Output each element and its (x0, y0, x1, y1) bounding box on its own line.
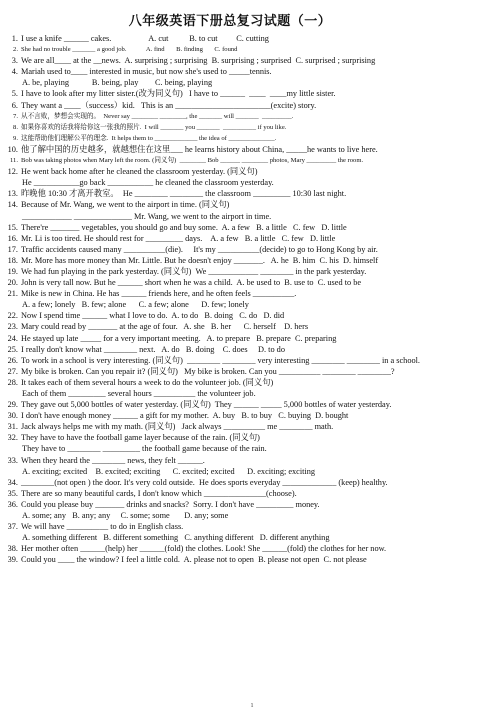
question-text: I don't have enough money ______ a gift for my mother. A. buy B. to buy C. buying D. bought (21, 411, 349, 421)
question-text: I use a knife ______ cakes. A. cut B. to cut C. cutting (21, 34, 269, 43)
question-line (6, 44, 494, 55)
question-line (6, 321, 494, 332)
question-text: We are all____ at the __news. A. surprising ; surprising B. surprising ; surprised C. surprised ; surprising (21, 56, 376, 66)
question-line (6, 288, 494, 299)
question-line (6, 166, 494, 177)
question-line (6, 255, 494, 266)
question-number: 23. (7, 322, 18, 332)
question-number: 10. (7, 144, 18, 154)
question-line (6, 410, 494, 421)
question-number: 37. (7, 522, 18, 532)
question-number: 34. (7, 477, 18, 487)
question-text: 昨晚他 10:30 才离开教室。 He ________ ________ the classroom _________ 10:30 last night. (21, 189, 347, 199)
question-line (6, 477, 494, 488)
question-text: Traffic accidents caused many __________(die). It's my __________(decide) to go to Hong Kong by air. (21, 244, 378, 254)
question-text: Mariah used to____ interested in music, but now she's used to _____tennis. (21, 67, 272, 77)
question-number: 32. (7, 433, 18, 443)
question-line (6, 100, 494, 111)
question-line (6, 244, 494, 255)
question-line (6, 488, 494, 499)
question-text: They want a ____（success）kid. This is an _______________________(excite) story. (21, 100, 317, 110)
question-number: 24. (7, 333, 18, 343)
question-text: She had no trouble _______ a good job. A. find B. finding C. found (21, 46, 238, 54)
question-number: 31. (7, 422, 18, 432)
question-line (6, 355, 494, 366)
answer-options-line (6, 443, 494, 454)
question-text: They gave out 5,000 bottles of water yesterday. (同义句) They ______ _____ 5,000 bottles of water yesterday. (21, 400, 392, 410)
question-number: 26. (7, 355, 18, 365)
question-number: 19. (7, 266, 18, 276)
question-number: 4. (11, 67, 18, 77)
question-text: 如果你喜欢的话我将给你这一张我的照片. I will _______ you _______ __________ if you like. (21, 123, 287, 131)
question-text: I really don't know what ________ next. A. do B. doing C. does D. to do (21, 344, 285, 354)
answer-options-line (6, 532, 494, 543)
question-number: 3. (11, 56, 18, 66)
question-text: John is very tall now. But he ______ short when he was a child. A. be used to B. use to C. used to be (21, 278, 362, 288)
question-text: To work in a school is very interesting. (同义句) ________ ________ very interesting ________ ________ in a school. (21, 355, 420, 365)
question-line (6, 333, 494, 344)
question-text: ________(not open ) the door. It's very cold outside. He does sports everyday _____________ (keep) healthy. (21, 477, 388, 487)
question-text: A. something different B. different something C. anything different D. different anything (22, 533, 330, 543)
question-text: ____________ ______________ Mr. Wang, we went to the airport in time. (22, 211, 272, 221)
question-line (6, 199, 494, 210)
question-number: 6. (11, 100, 18, 110)
question-number: 28. (7, 377, 18, 387)
question-text: Could you please buy _______ drinks and snacks? Sorry. I don't have _________ money. (21, 499, 320, 509)
question-text: A. be, playing B. being, play C. being, playing (22, 78, 213, 88)
question-text: Jack always helps me with my math. (同义句) Jack always __________ me ________ math. (21, 422, 334, 432)
question-line (6, 377, 494, 388)
question-number: 30. (7, 411, 18, 421)
question-line (6, 277, 494, 288)
question-text: Her mother often ______(help) her ______(fold) the clothes. Look! She ______(fold) the clothes for her now. (21, 544, 387, 554)
question-line (6, 133, 494, 144)
question-text: My bike is broken. Can you repair it? (同义句) My bike is broken. Can you __________ ________ ________? (21, 366, 395, 376)
question-text: Each of them _________ several hours __________ the volunteer job. (22, 389, 256, 398)
question-line (6, 88, 494, 99)
question-line (6, 233, 494, 244)
question-line (6, 499, 494, 510)
question-text: They have to ________ _________ the football game because of the rain. (22, 444, 267, 454)
question-number: 36. (7, 499, 18, 509)
answer-options-line (6, 388, 494, 399)
question-line (6, 122, 494, 133)
question-number: 20. (7, 278, 18, 288)
page-title: 八年级英语下册总复习试题（一） (128, 14, 332, 29)
question-text: He stayed up late _____ for a very important meeting. A. to prepare B. prepare C. preparing (21, 333, 337, 343)
question-text: Mary could read by _______ at the age of four. A. she B. her C. herself D. hers (21, 322, 309, 332)
question-text: 这能帮助他们理解公平的理念. It helps them to _____________ the idea of ______________. (21, 134, 277, 142)
question-line (6, 222, 494, 233)
question-line (6, 543, 494, 554)
question-text: We will have __________ to do in English class. (21, 522, 184, 532)
question-text: Could you ____ the window? I feel a little cold. A. please not to open B. please not open C. not please (21, 555, 367, 565)
question-line (6, 366, 494, 377)
question-text: Bob was taking photos when Mary left the room. (同义句) ________ Bob ______ ________ photos, Mary _________ the room. (21, 157, 364, 165)
question-number: 8. (13, 123, 18, 131)
question-number: 13. (7, 189, 18, 199)
question-line (6, 521, 494, 532)
answer-options-line (6, 211, 494, 222)
question-list (6, 33, 494, 566)
question-number: 15. (7, 222, 18, 232)
question-number: 35. (7, 488, 18, 498)
question-number: 29. (7, 400, 18, 410)
question-text: He went back home after he cleaned the classroom yesterday. (同义句) (21, 167, 258, 177)
question-number: 7. (13, 112, 18, 120)
question-line (6, 155, 494, 166)
question-text: Mr. Li is too tired. He should rest for _________ days. A. a few B. a little C. few D. little (21, 233, 336, 243)
question-number: 25. (7, 344, 18, 354)
question-text: A. a few; lonely B. few; alone C. a few; alone D. few; lonely (22, 300, 249, 310)
question-line (6, 344, 494, 355)
question-text: They have to have the football game layer because of the rain. (同义句) (21, 433, 260, 443)
question-number: 5. (11, 89, 18, 99)
question-text: We had fun playing in the park yesterday. (同义句) We ____________ ________ in the park yesterday. (21, 266, 367, 276)
question-text: A. some; any B. any; any C. some; some D. any; some (22, 511, 229, 521)
question-number: 1. (11, 34, 18, 43)
question-text: 从不言败，梦想会实现的。 Never say ________ ________, the _______ will _______ _________. (21, 112, 294, 120)
question-text: There're _______ vegetables, you should go and buy some. A. a few B. a little C. few D. little (21, 222, 347, 232)
answer-options-line (6, 510, 494, 521)
page-number: 1 (250, 703, 254, 709)
question-line (6, 188, 494, 199)
question-number: 12. (7, 167, 18, 177)
question-line (6, 66, 494, 77)
answer-options-line (6, 466, 494, 477)
question-number: 33. (7, 455, 18, 465)
question-number: 18. (7, 255, 18, 265)
question-number: 16. (7, 233, 18, 243)
answer-options-line (6, 77, 494, 88)
question-line (6, 310, 494, 321)
question-number: 39. (7, 555, 18, 565)
question-line (6, 266, 494, 277)
question-text: Because of Mr. Wang, we went to the airport in time. (同义句) (21, 200, 230, 210)
question-text: Mike is new in China. He has ______ friends here, and he often feels __________. (21, 289, 297, 299)
question-line (6, 421, 494, 432)
question-line (6, 399, 494, 410)
question-text: When they heard the ________ news, they felt ______. (21, 455, 205, 465)
question-number: 22. (7, 311, 18, 321)
question-number: 9. (13, 134, 18, 142)
answer-options-line (6, 177, 494, 188)
question-number: 2. (13, 46, 18, 54)
question-line (6, 455, 494, 466)
question-text: A. exciting; excited B. excited; exciting C. excited; excited D. exciting; exciting (22, 466, 316, 476)
answer-options-line (6, 299, 494, 310)
question-line (6, 432, 494, 443)
question-text: I have to look after my litter sister.(改为同义句) I have to ______ ____ ____my little sister. (21, 89, 336, 99)
question-number: 14. (7, 200, 18, 210)
question-text: He ___________go back ___________ he cleaned the classroom yesterday. (22, 178, 274, 188)
question-number: 17. (7, 244, 18, 254)
question-text: Now I spend time ______ what I love to do. A. to do B. doing C. do D. did (21, 311, 285, 321)
question-text: 他了解中国的历史越多，就越想住在这里___ he learns history about China, _____he wants to live here. (21, 144, 378, 154)
question-text: Mr. More has more money than Mr. Little. But he doesn't enjoy _______. A. he B. him C. his D. himself (21, 255, 379, 265)
question-number: 21. (7, 289, 18, 299)
question-line (6, 33, 494, 44)
question-text: It takes each of them several hours a week to do the volunteer job. (同义句) (21, 377, 274, 387)
question-line (6, 554, 494, 565)
question-line (6, 144, 494, 155)
question-number: 11. (10, 157, 18, 165)
question-number: 38. (7, 544, 18, 554)
question-line (6, 111, 494, 122)
question-line (6, 55, 494, 66)
question-text: There are so many beautiful cards, I don't know which _______________(choose). (21, 488, 297, 498)
question-number: 27. (7, 366, 18, 376)
